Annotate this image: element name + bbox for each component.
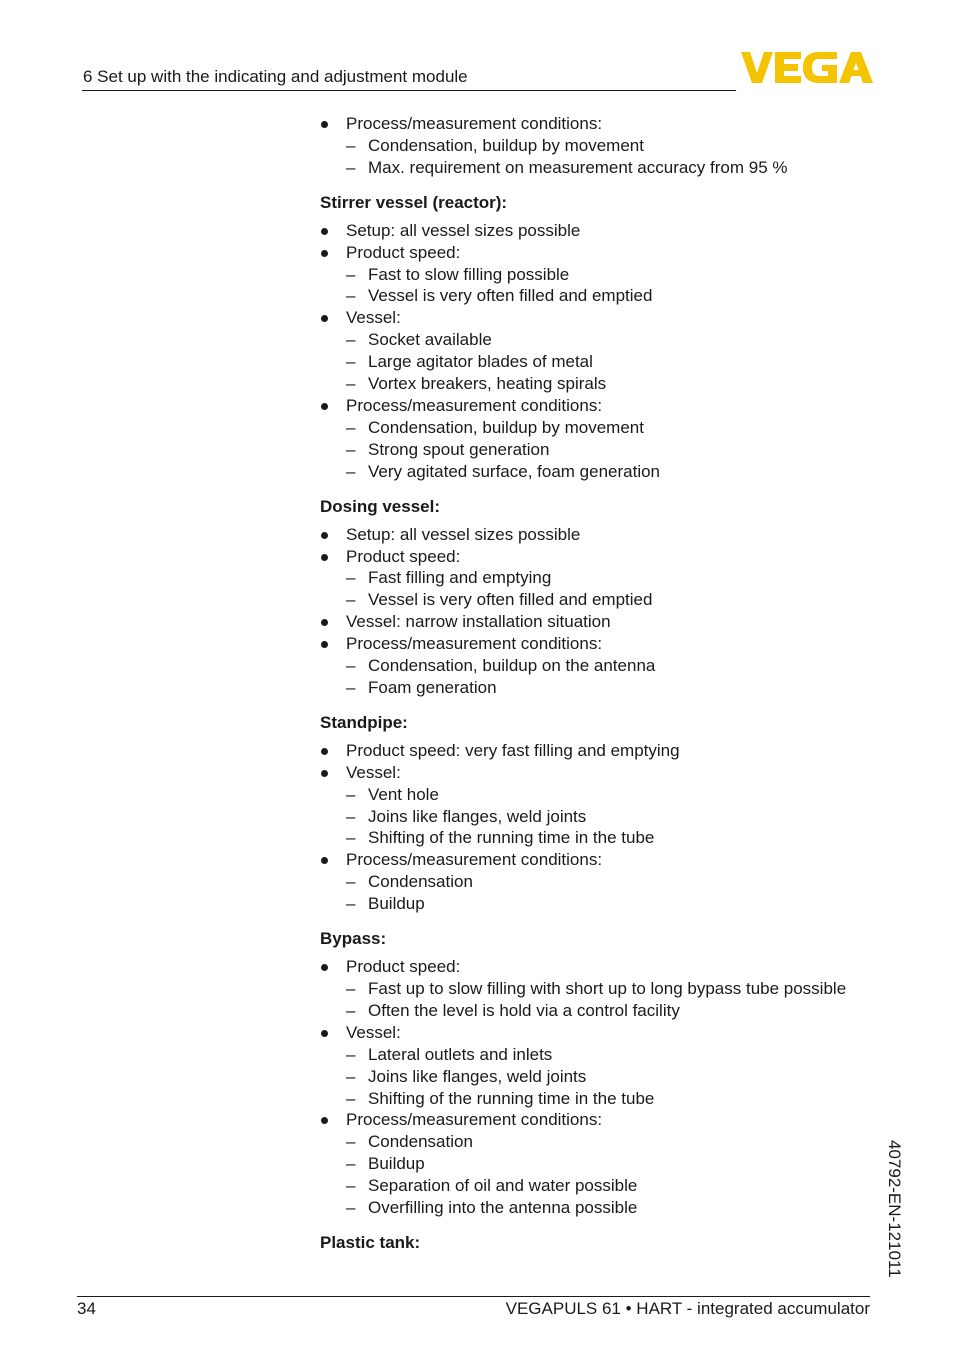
- sub-item: – Lateral outlets and inlets: [320, 1044, 900, 1066]
- header-chapter: 6 Set up with the indicating and adjustment module: [83, 67, 468, 86]
- sub-item: – Strong spout generation: [320, 439, 900, 461]
- sub-item: – Fast filling and emptying: [320, 567, 900, 589]
- bullet-item: Process/measurement conditions:: [320, 395, 900, 417]
- sub-item: – Socket available: [320, 329, 900, 351]
- bullet-item: Vessel:: [320, 1022, 900, 1044]
- sub-item: – Fast to slow filling possible: [320, 264, 900, 286]
- header-rule: [82, 90, 736, 91]
- sub-item: – Vent hole: [320, 784, 900, 806]
- bullet-item: Product speed:: [320, 956, 900, 978]
- section-block: [320, 192, 900, 483]
- sub-item: – Buildup: [320, 893, 900, 915]
- section-block: [320, 1232, 900, 1254]
- sub-item: – Joins like flanges, weld joints: [320, 1066, 900, 1088]
- sub-item: – Condensation, buildup on the antenna: [320, 655, 900, 677]
- vega-logo: [741, 52, 873, 84]
- page-number: 34: [77, 1299, 96, 1318]
- sub-item: – Buildup: [320, 1153, 900, 1175]
- sub-item: – Condensation: [320, 871, 900, 893]
- footer-rule: [77, 1296, 870, 1297]
- section-title: Dosing vessel:: [320, 496, 440, 516]
- sub-item: – Vortex breakers, heating spirals: [320, 373, 900, 395]
- document-code: 40792-EN-121011: [885, 1140, 904, 1278]
- product-name: VEGAPULS 61 • HART - integrated accumulator: [505, 1299, 870, 1318]
- sub-item: – Joins like flanges, weld joints: [320, 806, 900, 828]
- sub-item: – Shifting of the running time in the tube: [320, 1088, 900, 1110]
- section-title: Plastic tank:: [320, 1232, 421, 1252]
- sub-item: – Condensation, buildup by movement: [320, 417, 900, 439]
- main-content: [320, 113, 900, 1260]
- sub-item: – Large agitator blades of metal: [320, 351, 900, 373]
- sub-item: – Foam generation: [320, 677, 900, 699]
- intro-block: [320, 113, 900, 179]
- bullet-item: Vessel:: [320, 307, 900, 329]
- bullet-item: Vessel:: [320, 762, 900, 784]
- bullet-item: Process/measurement conditions:: [320, 849, 900, 871]
- sub-item: – Fast up to slow filling with short up to long bypass tube possible: [320, 978, 900, 1000]
- section-title: Stirrer vessel (reactor):: [320, 192, 508, 212]
- bullet-item: Product speed: very fast filling and emptying: [320, 740, 900, 762]
- sub-item: – Separation of oil and water possible: [320, 1175, 900, 1197]
- sub-item: – Condensation, buildup by movement: [320, 135, 900, 157]
- bullet-item: Setup: all vessel sizes possible: [320, 524, 900, 546]
- sub-item: – Very agitated surface, foam generation: [320, 461, 900, 483]
- sub-item: – Max. requirement on measurement accuracy from 95 %: [320, 157, 900, 179]
- sub-item: – Often the level is hold via a control facility: [320, 1000, 900, 1022]
- section-title: Standpipe:: [320, 712, 408, 732]
- bullet-item: Vessel: narrow installation situation: [320, 611, 900, 633]
- sub-item: – Overfilling into the antenna possible: [320, 1197, 900, 1219]
- bullet-item: Process/measurement conditions:: [320, 633, 900, 655]
- sub-item: – Condensation: [320, 1131, 900, 1153]
- bullet-item: Product speed:: [320, 242, 900, 264]
- sub-item: – Vessel is very often filled and emptied: [320, 589, 900, 611]
- bullet-item: Product speed:: [320, 546, 900, 568]
- bullet-item: Process/measurement conditions:: [320, 113, 900, 135]
- sub-item: – Shifting of the running time in the tube: [320, 827, 900, 849]
- section-block: [320, 712, 900, 915]
- bullet-item: Process/measurement conditions:: [320, 1109, 900, 1131]
- sub-item: – Vessel is very often filled and emptied: [320, 285, 900, 307]
- section-title: Bypass:: [320, 929, 387, 949]
- bullet-item: Setup: all vessel sizes possible: [320, 220, 900, 242]
- section-block: [320, 928, 900, 1219]
- section-block: [320, 496, 900, 699]
